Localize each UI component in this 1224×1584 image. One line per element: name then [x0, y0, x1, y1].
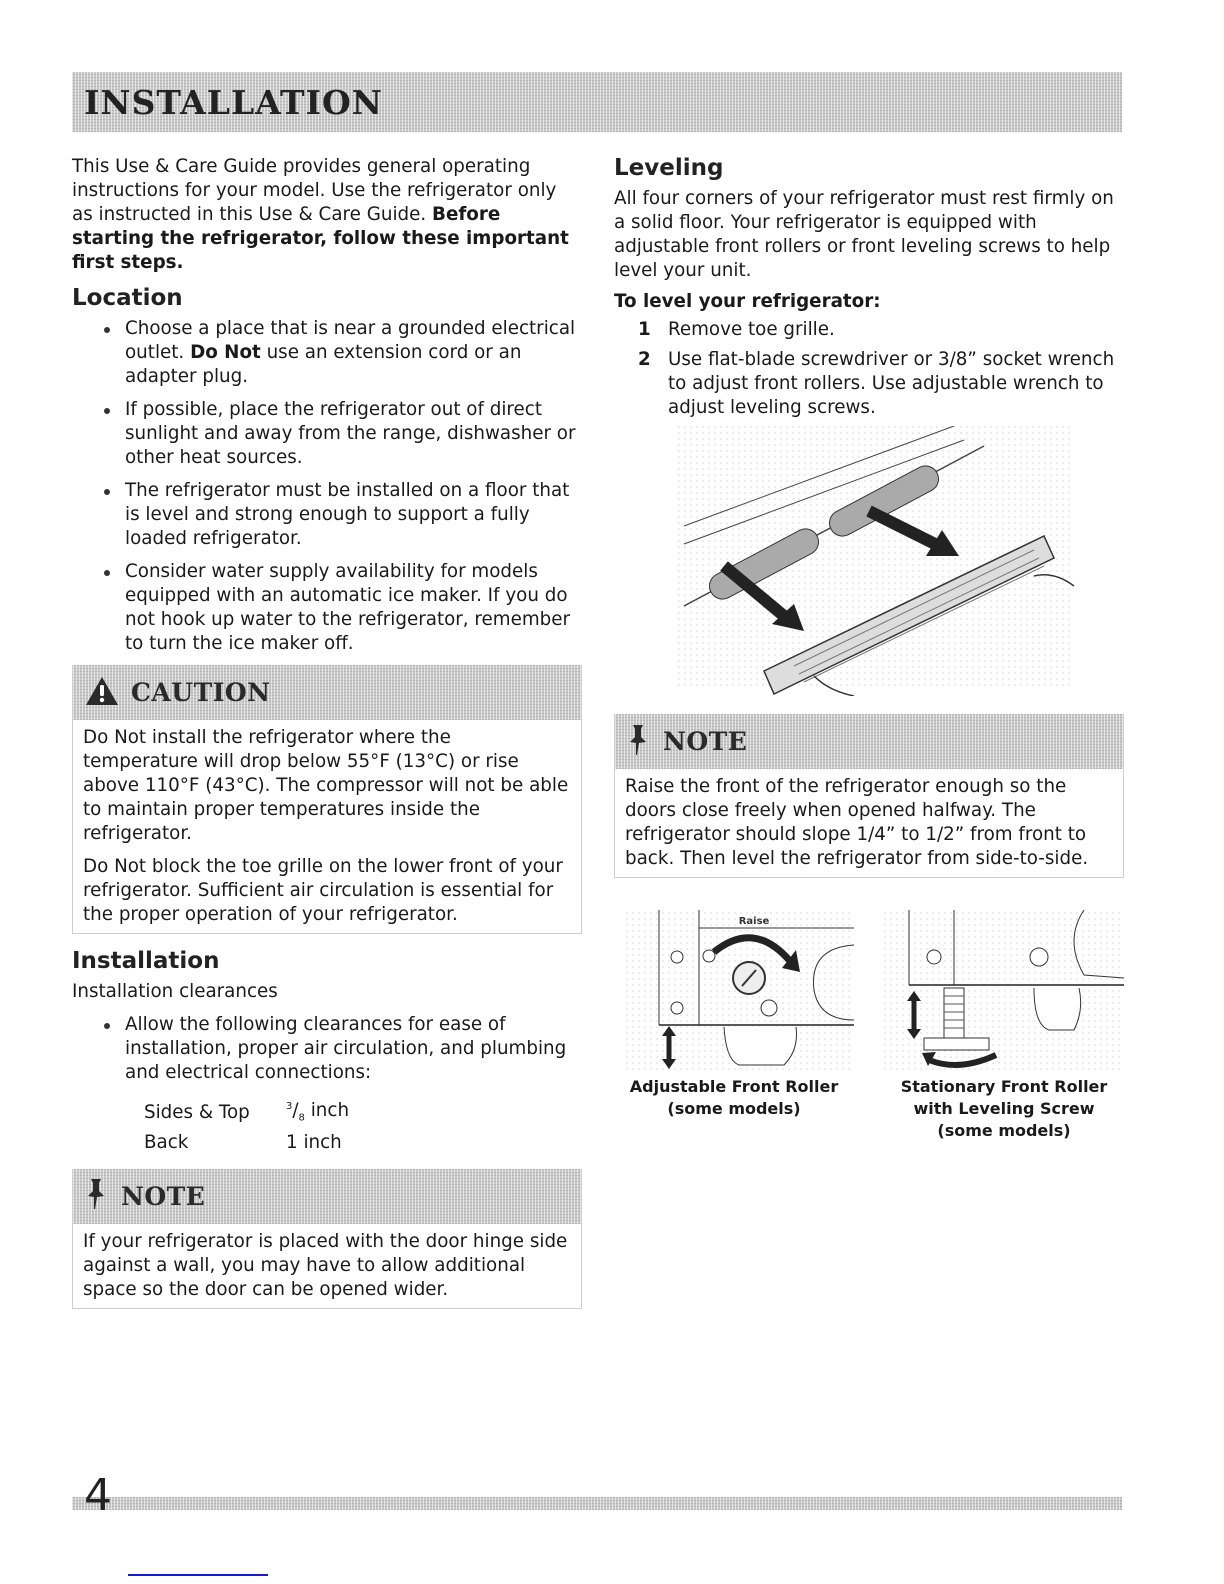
footer-link-underline[interactable]: [128, 1574, 268, 1576]
list-item-text: Consider water supply availability for models equipped with an automatic ice maker. If you do not hook up water to the refrigerator, remember to turn the ice maker off.: [125, 561, 571, 654]
table-row: [144, 1095, 349, 1131]
caution-label: CAUTION: [131, 678, 271, 707]
location-list: [72, 317, 582, 656]
fraction-numerator: 3: [286, 1101, 293, 1112]
caption-line: Stationary Front Roller: [900, 1077, 1108, 1096]
list-item: Allow the following clearances for ease of installation, proper air circulation, and plumbing and electrical connections:: [125, 1013, 582, 1085]
steps-heading: To level your refrigerator:: [614, 291, 881, 312]
installation-heading: Installation: [72, 948, 220, 974]
list-item-text: use an extension cord or an adapter plug.: [125, 342, 522, 387]
clearance-value: $^3/_8$ inch: [286, 1100, 350, 1124]
list-item-text: If possible, place the refrigerator out of direct sunlight and away from the range, dishwasher or other heat sources.: [125, 399, 576, 468]
page-number: 4: [84, 1470, 112, 1521]
step-item: [638, 348, 1124, 420]
pushpin-icon: [627, 723, 651, 761]
list-item: [125, 398, 582, 470]
clearance-unit: inch: [304, 1100, 350, 1122]
caution-paragraph: Do Not block the toe grille on the lower front of your refrigerator. Sufficient air circulation is essential for the proper operation of your refrigerator.: [83, 856, 563, 925]
leveling-paragraph: All four corners of your refrigerator must rest firmly on a solid floor. Your refrigerator is equipped with adjustable front rollers or front leveling screws to help level your unit.: [614, 188, 1114, 281]
figure-caption: [614, 1076, 854, 1142]
stationary-roller-leveling-screw-illustration: [884, 900, 1124, 1070]
list-item: [125, 560, 582, 656]
intro-paragraph: [72, 155, 582, 275]
section-title-band: [72, 72, 1122, 132]
step-text: Remove toe grille.: [668, 319, 835, 340]
installation-subheading: Installation clearances: [72, 981, 278, 1002]
step-number: 1: [638, 319, 651, 340]
note-label: NOTE: [121, 1181, 206, 1211]
figures-row: [614, 900, 1124, 1070]
left-column: [72, 155, 582, 1309]
note-header: [615, 714, 1123, 769]
right-column: [614, 155, 1124, 1142]
svg-text:Raise: Raise: [738, 916, 770, 927]
caution-body: [73, 720, 581, 933]
adjustable-front-roller-illustration: [614, 900, 854, 1070]
table-row: [144, 1131, 349, 1155]
caution-header: [73, 665, 581, 720]
toe-grille-removal-illustration: [654, 426, 1094, 696]
figure-captions: [614, 1076, 1124, 1142]
clearance-label: Sides & Top: [144, 1101, 250, 1123]
caption-line: Adjustable Front Roller: [629, 1077, 839, 1096]
figure-caption: [884, 1076, 1124, 1142]
caption-line: (some models): [667, 1099, 801, 1118]
location-heading: Location: [72, 285, 183, 311]
list-item-bold: Do Not: [190, 342, 261, 363]
caption-line: with Leveling Screw: [913, 1099, 1095, 1118]
note-text: If your refrigerator is placed with the door hinge side against a wall, you may have to allow additional space so the door can be opened wider.: [83, 1230, 568, 1300]
page-title: INSTALLATION: [84, 82, 383, 122]
step-number: 2: [638, 349, 651, 370]
installation-list: [72, 1013, 582, 1085]
list-item: [125, 479, 582, 551]
step-text: Use flat-blade screwdriver or 3/8” socket wrench to adjust front rollers. Use adjustable wrench to adjust leveling screws.: [668, 349, 1115, 418]
note-text: Raise the front of the refrigerator enough so the doors close freely when opened halfway. The refrigerator should slope 1/4” to 1/2” from front to back. Then level the refrigerator from side-to-side.: [625, 776, 1089, 869]
leveling-steps: [614, 318, 1124, 420]
note-body: [615, 769, 1123, 877]
fraction-denominator: 8: [298, 1112, 305, 1124]
clearance-value: 1 inch: [286, 1131, 342, 1153]
caption-line: (some models): [937, 1121, 1071, 1140]
clearances-table: [144, 1095, 349, 1155]
footer-band: [72, 1497, 1122, 1510]
note-body: [73, 1224, 581, 1308]
intro-text: This Use & Care Guide provides general operating instructions for your model. Use the refrigerator only as instructed in this Use & Care Guide.: [72, 156, 557, 225]
step-item: [638, 318, 1124, 342]
pushpin-icon: [85, 1177, 109, 1215]
list-item-text: The refrigerator must be installed on a floor that is level and strong enough to support a fully loaded refrigerator.: [125, 480, 570, 549]
clearance-label: Back: [144, 1131, 189, 1153]
caution-paragraph: Do Not install the refrigerator where the temperature will drop below 55°F (13°C) or rise above 110°F (43°C). The compressor will not be able to maintain proper temperatures inside the refrigerator.: [83, 727, 569, 844]
leveling-heading: Leveling: [614, 155, 724, 181]
intro-bold-text: Before starting the refrigerator, follow these important first steps.: [72, 204, 569, 273]
caution-box: [72, 665, 582, 934]
list-item: [125, 317, 582, 389]
note-header: [73, 1169, 581, 1224]
warning-triangle-icon: [85, 676, 119, 710]
note-box-right: [614, 714, 1124, 878]
note-box-left: [72, 1169, 582, 1309]
list-item-text: Choose a place that is near a grounded electrical outlet.: [125, 318, 576, 363]
note-label: NOTE: [663, 727, 748, 756]
